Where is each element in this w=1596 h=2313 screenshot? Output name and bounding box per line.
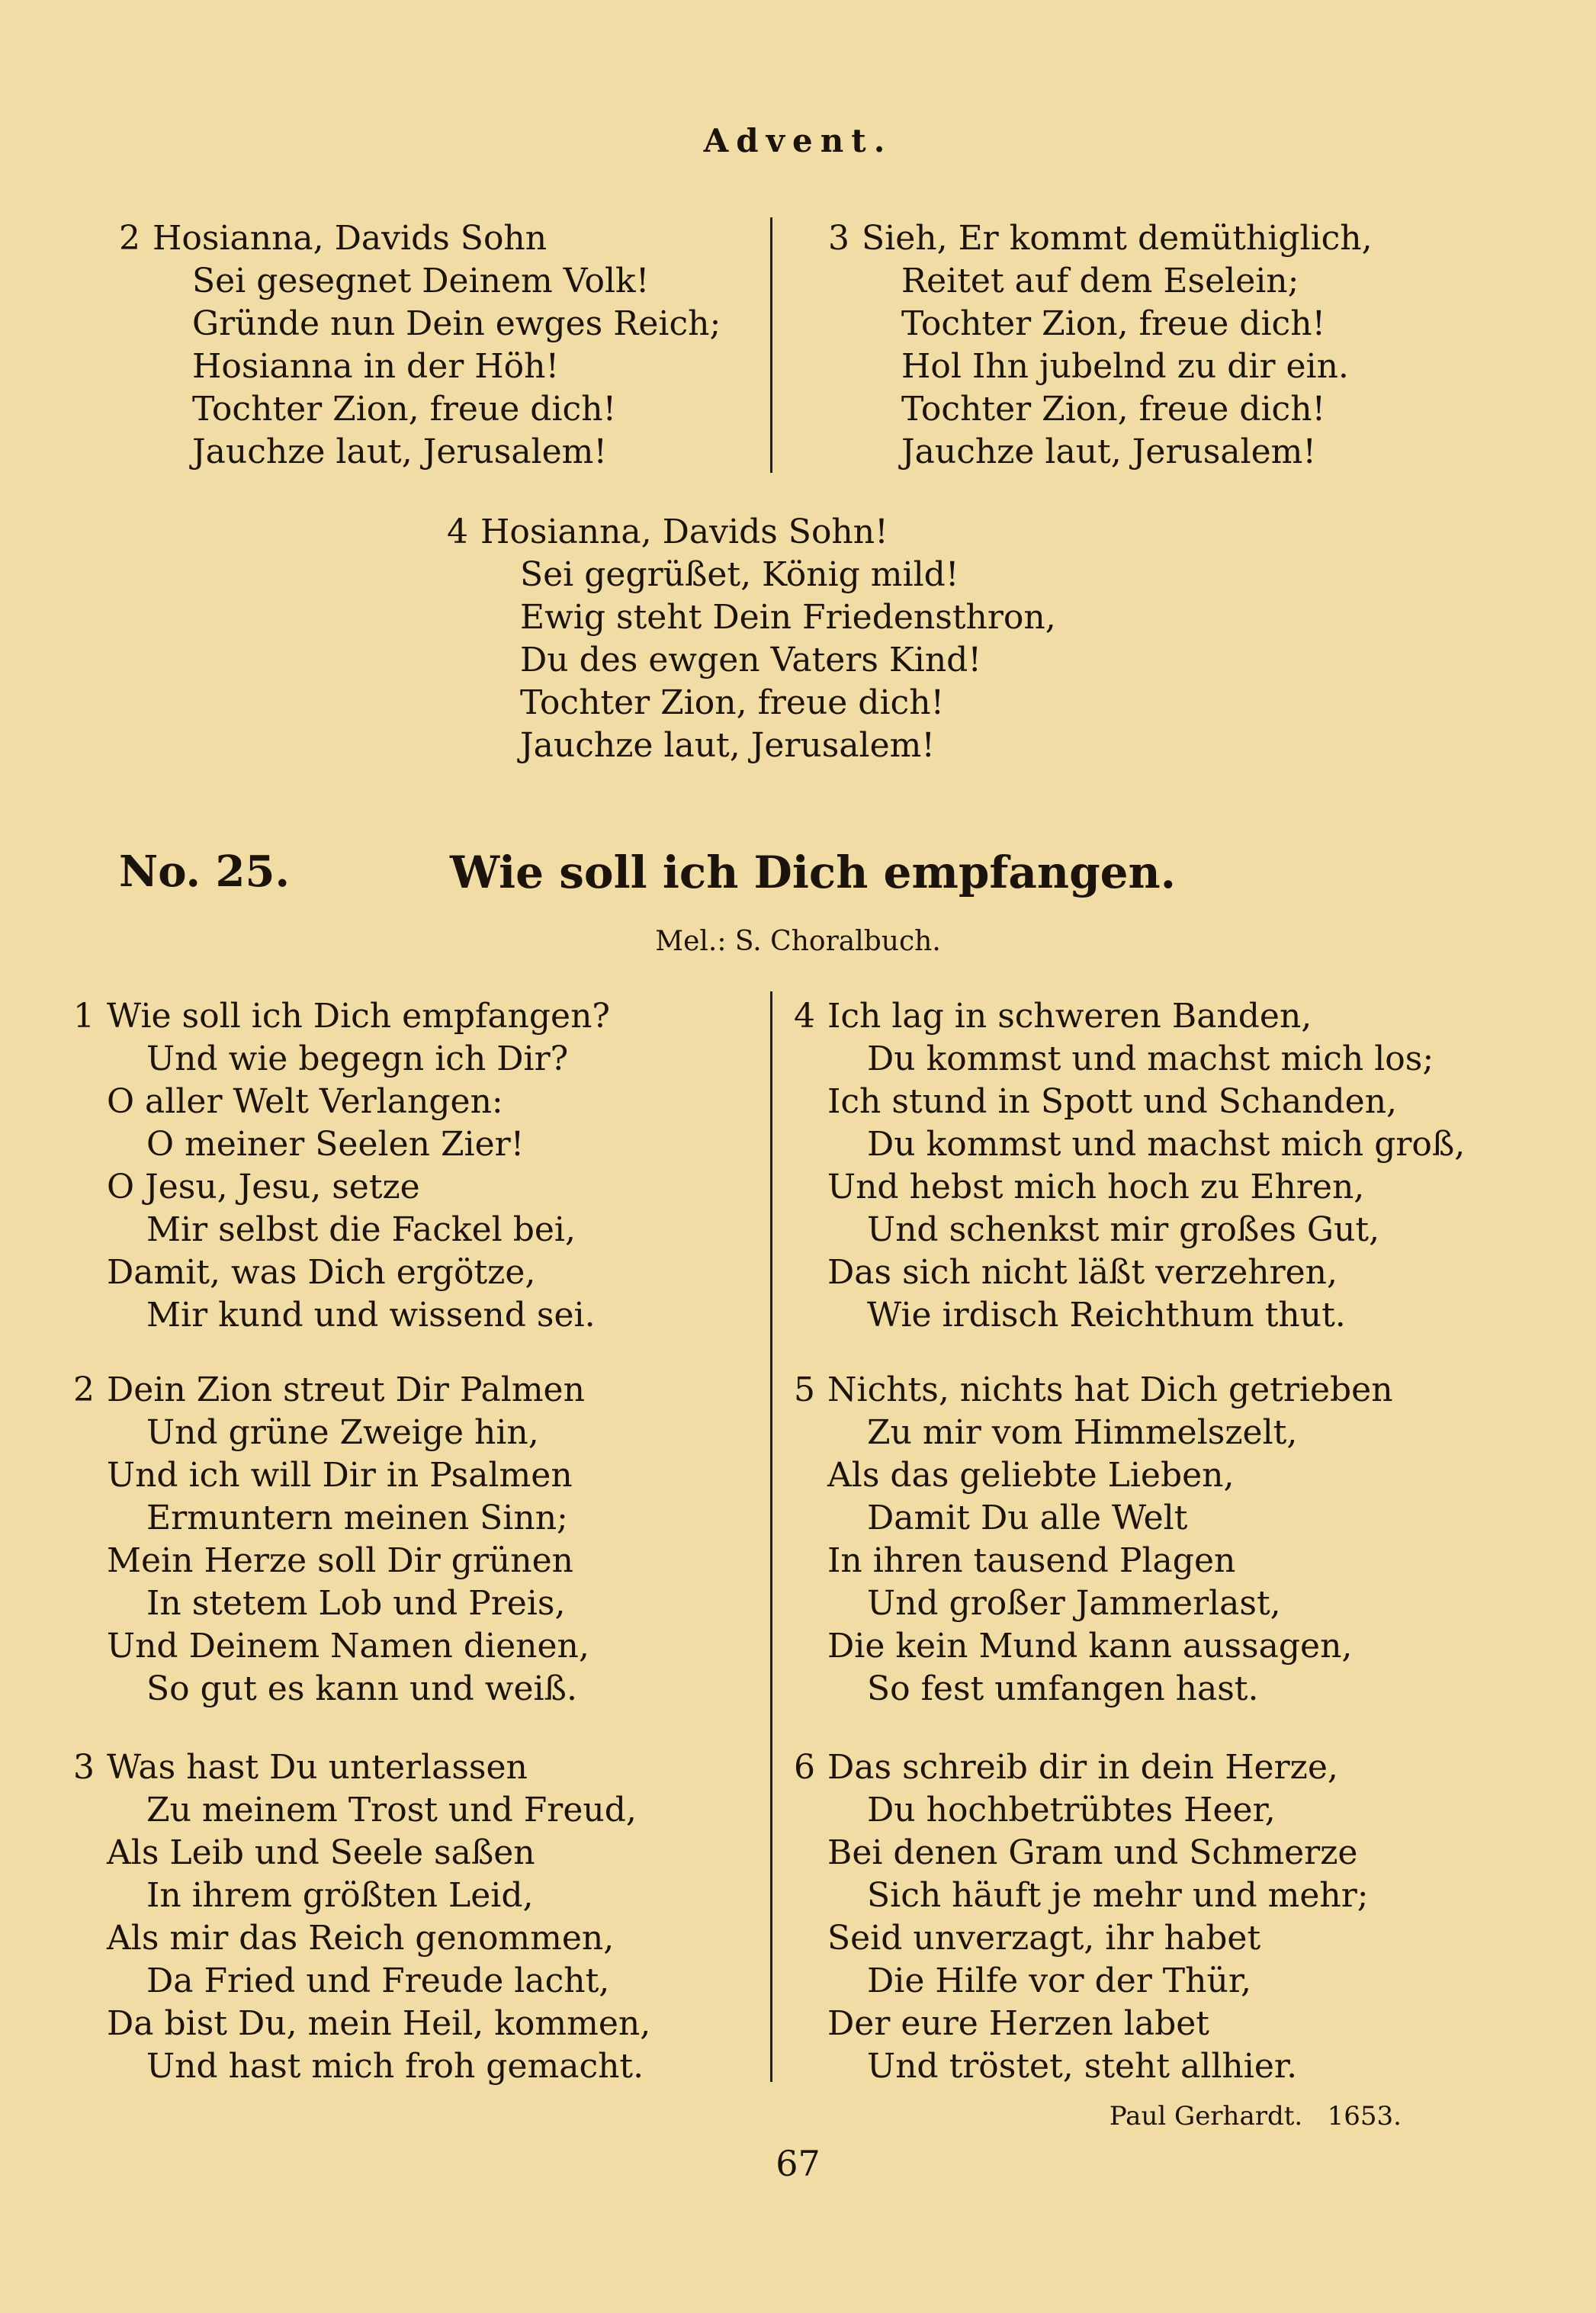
verse-line: Damit, was Dich ergötze, — [107, 1253, 536, 1292]
stanza-4 — [794, 995, 1466, 1337]
verse-line: Wie soll ich Dich empfangen? — [107, 997, 611, 1036]
verse-line: Die kein Mund kann aussagen, — [827, 1627, 1353, 1666]
verse-line: Seid unverzagt, ihr habet — [827, 1919, 1261, 1958]
stanza-3 — [73, 1746, 651, 2088]
verse-line: Hosianna in der Höh! — [192, 347, 560, 386]
verse-line: Hosianna, Davids Sohn! — [480, 512, 888, 551]
stanza-number: 1 — [73, 997, 95, 1036]
melody-reference: Mel.: S. Choralbuch. — [655, 926, 941, 957]
prev-stanza-4 — [447, 511, 1056, 767]
verse-line: So gut es kann und weiß. — [146, 1669, 577, 1708]
stanza-number: 3 — [828, 219, 849, 258]
verse-line: Was hast Du unterlassen — [107, 1748, 528, 1787]
verse-line: Und wie begegn ich Dir? — [146, 1039, 569, 1078]
verse-line: Sich häuft je mehr und mehr; — [867, 1876, 1369, 1915]
hymn-title: Wie soll ich Dich empfangen. — [450, 846, 1176, 898]
verse-line: Und ich will Dir in Psalmen — [107, 1456, 573, 1495]
verse-line: Der eure Herzen labet — [827, 2004, 1209, 2043]
verse-line: Du kommst und machst mich los; — [867, 1039, 1434, 1078]
stanza-number: 4 — [794, 997, 815, 1036]
verse-line: Gründe nun Dein ewges Reich; — [192, 304, 721, 343]
verse-line: Ich stund in Spott und Schanden, — [827, 1082, 1398, 1121]
stanza-number: 2 — [119, 219, 140, 258]
verse-line: Und Deinem Namen dienen, — [107, 1627, 589, 1666]
verse-line: O meiner Seelen Zier! — [146, 1125, 525, 1164]
running-head: Advent. — [703, 122, 893, 159]
verse-line: Als das geliebte Lieben, — [827, 1456, 1235, 1495]
verse-line: Zu meinem Trost und Freud, — [146, 1791, 637, 1830]
verse-line: Du des ewgen Vaters Kind! — [520, 641, 982, 679]
verse-line: Da bist Du, mein Heil, kommen, — [107, 2004, 651, 2043]
verse-line: Damit Du alle Welt — [867, 1499, 1188, 1537]
verse-line: Reitet auf dem Eselein; — [901, 262, 1299, 300]
verse-line: Das schreib dir in dein Herze, — [827, 1748, 1338, 1787]
verse-line: Mein Herze soll Dir grünen — [107, 1541, 573, 1580]
column-divider — [770, 991, 772, 2082]
stanza-number: 2 — [73, 1370, 95, 1409]
verse-line: Jauchze laut, Jerusalem! — [520, 726, 936, 765]
hymn-heading — [0, 846, 1596, 908]
verse-line: In ihrem größten Leid, — [146, 1876, 534, 1915]
verse-line: Mir kund und wissend sei. — [146, 1296, 596, 1335]
stanza-number: 5 — [794, 1370, 815, 1409]
verse-line: Und hebst mich hoch zu Ehren, — [827, 1168, 1365, 1206]
verse-line: Tochter Zion, freue dich! — [901, 304, 1326, 343]
verse-line: Sei gegrüßet, König mild! — [520, 555, 959, 594]
verse-line: Dein Zion streut Dir Palmen — [107, 1370, 585, 1409]
verse-line: Mir selbst die Fackel bei, — [146, 1210, 576, 1249]
column-divider — [770, 217, 772, 473]
stanza-5 — [794, 1369, 1393, 1711]
verse-line: Und schenkst mir großes Gut, — [867, 1210, 1380, 1249]
verse-line: In stetem Lob und Preis, — [146, 1584, 566, 1623]
verse-line: Jauchze laut, Jerusalem! — [901, 432, 1317, 471]
verse-line: O aller Welt Verlangen: — [107, 1082, 503, 1121]
verse-line: Und hast mich froh gemacht. — [146, 2047, 644, 2086]
page-number: 67 — [776, 2143, 820, 2184]
verse-line: Nichts, nichts hat Dich getrieben — [827, 1370, 1393, 1409]
verse-line: Tochter Zion, freue dich! — [192, 390, 617, 429]
verse-line: O Jesu, Jesu, setze — [107, 1168, 420, 1206]
stanza-number: 3 — [73, 1748, 95, 1787]
verse-line: Jauchze laut, Jerusalem! — [192, 432, 608, 471]
stanza-2 — [73, 1369, 589, 1711]
verse-line: Und tröstet, steht allhier. — [867, 2047, 1298, 2086]
author-name: Paul Gerhardt. — [1109, 2101, 1303, 2131]
stanza-number: 4 — [447, 512, 468, 551]
verse-line: Und grüne Zweige hin, — [146, 1413, 539, 1452]
verse-line: Da Fried und Freude lacht, — [146, 1961, 610, 2000]
verse-line: Als Leib und Seele saßen — [107, 1833, 535, 1872]
prev-stanza-2 — [119, 217, 721, 474]
verse-line: Und großer Jammerlast, — [867, 1584, 1281, 1623]
hymn-number: No. 25. — [119, 846, 290, 897]
verse-line: So fest umfangen hast. — [867, 1669, 1259, 1708]
author-attribution — [1109, 2101, 1402, 2131]
verse-line: Sei gesegnet Deinem Volk! — [192, 262, 650, 300]
verse-line: Du hochbetrübtes Heer, — [867, 1791, 1276, 1830]
stanza-number: 6 — [794, 1748, 815, 1787]
verse-line: Du kommst und machst mich groß, — [867, 1125, 1466, 1164]
stanza-6 — [794, 1746, 1369, 2088]
verse-line: Hol Ihn jubelnd zu dir ein. — [901, 347, 1349, 386]
verse-line: Das sich nicht läßt verzehren, — [827, 1253, 1338, 1292]
verse-line: Tochter Zion, freue dich! — [901, 390, 1326, 429]
verse-line: Hosianna, Davids Sohn — [153, 219, 548, 258]
verse-line: Als mir das Reich genommen, — [107, 1919, 615, 1958]
verse-line: Bei denen Gram und Schmerze — [827, 1833, 1358, 1872]
author-year: 1653. — [1327, 2101, 1402, 2131]
stanza-1 — [73, 995, 611, 1337]
verse-line: Die Hilfe vor der Thür, — [867, 1961, 1252, 2000]
verse-line: In ihren tausend Plagen — [827, 1541, 1236, 1580]
prev-stanza-3 — [828, 217, 1373, 474]
verse-line: Ermuntern meinen Sinn; — [146, 1499, 568, 1537]
verse-line: Ewig steht Dein Friedensthron, — [520, 598, 1056, 637]
verse-line: Zu mir vom Himmelszelt, — [867, 1413, 1298, 1452]
verse-line: Tochter Zion, freue dich! — [520, 683, 945, 722]
verse-line: Wie irdisch Reichthum thut. — [867, 1296, 1346, 1335]
verse-line: Ich lag in schweren Banden, — [827, 997, 1312, 1036]
verse-line: Sieh, Er kommt demüthiglich, — [862, 219, 1373, 258]
